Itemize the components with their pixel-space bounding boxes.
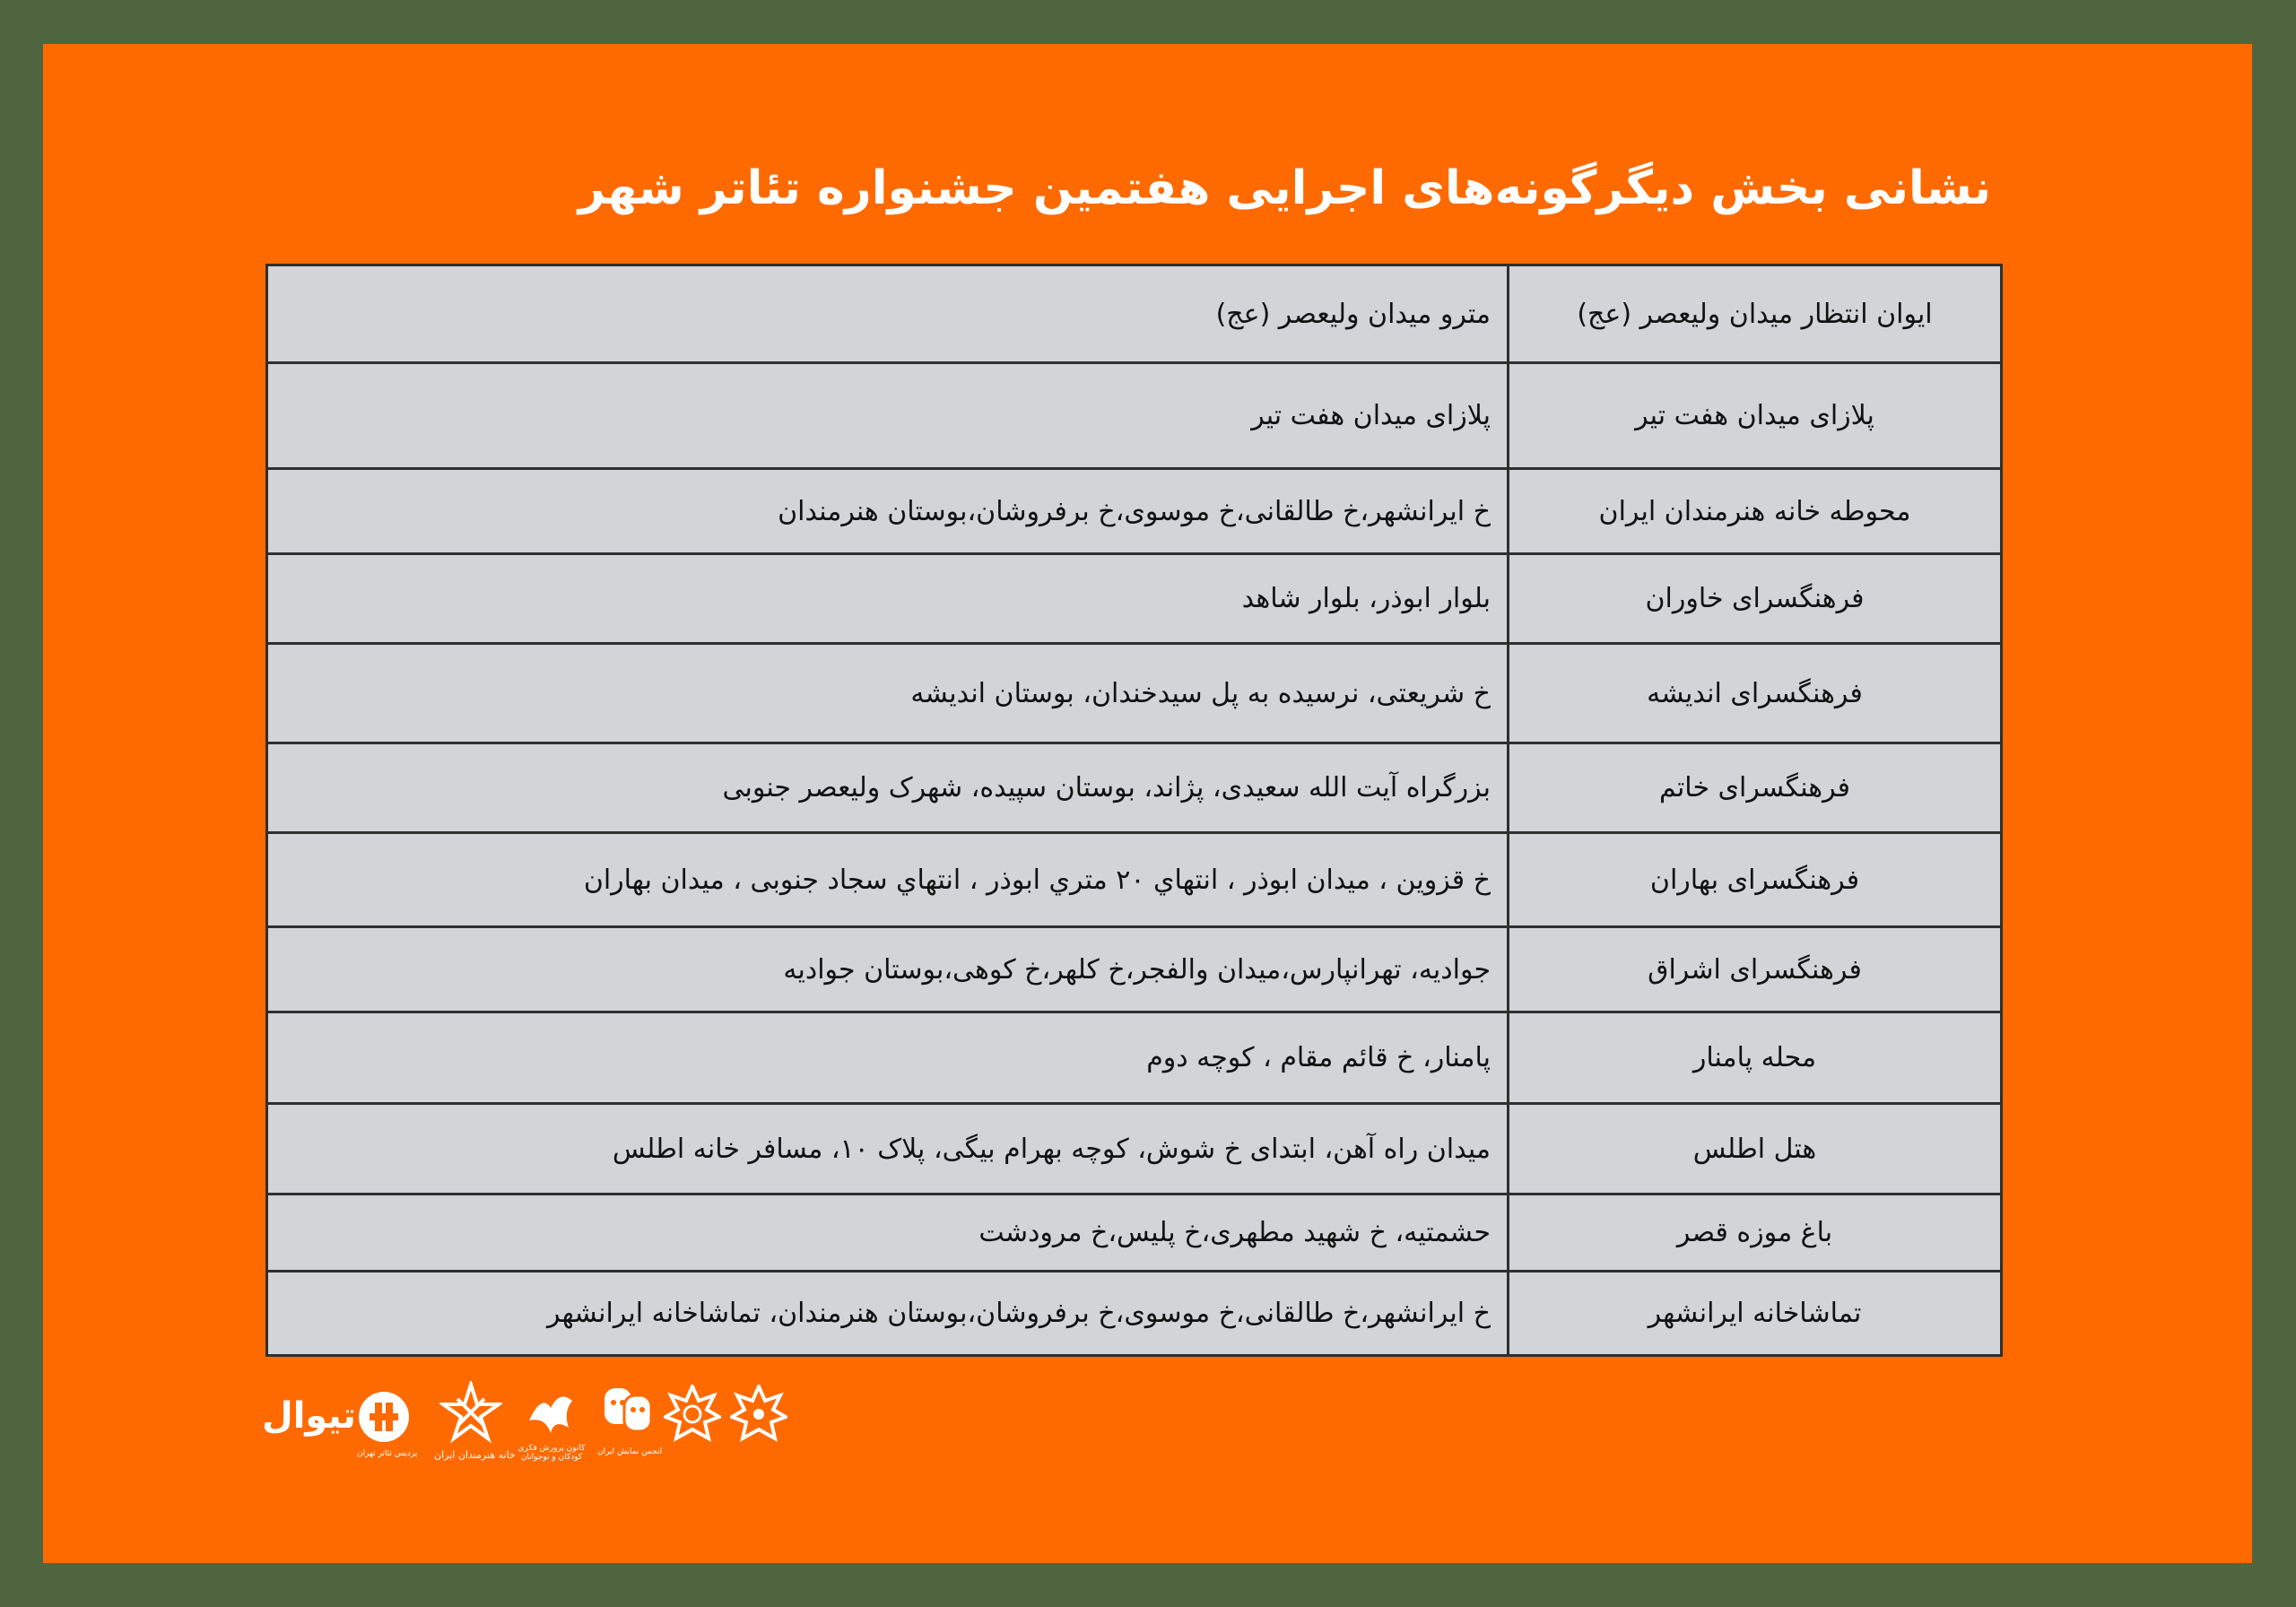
address-cell: بلوار ابوذر، بلوار شاهد bbox=[267, 554, 1509, 644]
table-row bbox=[267, 1272, 2002, 1356]
address-cell: مترو میدان ولیعصر (عج) bbox=[267, 265, 1509, 363]
kanoon-logo bbox=[511, 1376, 592, 1474]
artists-house-caption: خانه هنرمندان ایران bbox=[434, 1449, 516, 1461]
artists-house-logo bbox=[434, 1376, 516, 1474]
table-row bbox=[267, 743, 2002, 833]
table-row bbox=[267, 1012, 2002, 1104]
theatre-association-caption: انجمن نمایش ایران bbox=[597, 1447, 663, 1456]
venue-cell: محوطه خانه هنرمندان ایران bbox=[1509, 469, 2002, 554]
venue-cell: فرهنگسرای اندیشه bbox=[1509, 644, 2002, 743]
bird-emblem-icon bbox=[524, 1385, 578, 1438]
venue-cell: فرهنگسرای اشراق bbox=[1509, 927, 2002, 1012]
venue-cell: فرهنگسرای خاتم bbox=[1509, 743, 2002, 833]
table-row bbox=[267, 1104, 2002, 1194]
address-cell: خ قزوین ، میدان ابوذر ، انتهاي ۲۰ متري ابوذر ، انتهاي سجاد جنوبی ، میدان بهاران bbox=[267, 833, 1509, 927]
address-cell: خ ایرانشهر،خ طالقانی،خ موسوی،خ برفروشان،بوستان هنرمندان، تماشاخانه ایرانشهر bbox=[267, 1272, 1509, 1356]
page-title: نشانی بخش دیگرگونه‌های اجرایی هفتمین جشنواره تئاتر شهر bbox=[578, 161, 1991, 215]
table-row bbox=[267, 644, 2002, 743]
venue-cell: محله پامنار bbox=[1509, 1012, 2002, 1104]
tiwall-wordmark: تیوال bbox=[262, 1395, 356, 1437]
star-emblem-icon bbox=[439, 1381, 502, 1444]
address-cell: خ ایرانشهر،خ طالقانی،خ موسوی،خ برفروشان،بوستان هنرمندان bbox=[267, 469, 1509, 554]
municipality-logo-1 bbox=[662, 1376, 725, 1474]
address-cell: پلازای میدان هفت تیر bbox=[267, 363, 1509, 469]
table-row bbox=[267, 363, 2002, 469]
address-cell: بزرگراه آیت الله سعیدی، پژاند، بوستان سپیده، شهرک ولیعصر جنوبی bbox=[267, 743, 1509, 833]
address-cell: جوادیه، تهرانپارس،میدان والفجر،خ کلهر،خ کوهی،بوستان جوادیه bbox=[267, 927, 1509, 1012]
address-cell: میدان راه آهن، ابتدای خ شوش، کوچه بهرام بیگی، پلاک ۱۰، مسافر خانه اطلس bbox=[267, 1104, 1509, 1194]
address-cell: حشمتیه، خ شهید مطهری،خ پلیس،خ مرودشت bbox=[267, 1194, 1509, 1272]
theatre-association-logo bbox=[597, 1376, 663, 1474]
venue-cell: فرهنگسرای خاوران bbox=[1509, 554, 2002, 644]
table-row bbox=[267, 1194, 2002, 1272]
rosette-icon bbox=[730, 1385, 787, 1442]
venue-cell: پلازای میدان هفت تیر bbox=[1509, 363, 2002, 469]
tiwall-caption: پردیس تئاتر تهران bbox=[357, 1449, 418, 1458]
venue-cell: ایوان انتظار میدان ولیعصر (عج) bbox=[1509, 265, 2002, 363]
rosette-icon bbox=[664, 1385, 721, 1442]
address-cell: خ شریعتی، نرسیده به پل سیدخندان، بوستان اندیشه bbox=[267, 644, 1509, 743]
sponsor-logos bbox=[258, 1376, 796, 1474]
municipality-logo-2 bbox=[728, 1376, 791, 1474]
table-row bbox=[267, 833, 2002, 927]
tiwall-mark-icon bbox=[355, 1388, 413, 1446]
venue-cell: هتل اطلس bbox=[1509, 1104, 2002, 1194]
tiwall-logo bbox=[258, 1376, 429, 1474]
masks-emblem-icon bbox=[601, 1383, 657, 1438]
table-row bbox=[267, 469, 2002, 554]
table-row bbox=[267, 265, 2002, 363]
table-row bbox=[267, 554, 2002, 644]
venues-table bbox=[265, 264, 2003, 1357]
address-cell: پامنار، خ قائم مقام ، کوچه دوم bbox=[267, 1012, 1509, 1104]
table-row bbox=[267, 927, 2002, 1012]
venue-cell: باغ موزه قصر bbox=[1509, 1194, 2002, 1272]
venue-cell: فرهنگسرای بهاران bbox=[1509, 833, 2002, 927]
kanoon-caption: کانون پرورش فکری کودکان و نوجوانان bbox=[517, 1444, 586, 1462]
venue-cell: تماشاخانه ایرانشهر bbox=[1509, 1272, 2002, 1356]
